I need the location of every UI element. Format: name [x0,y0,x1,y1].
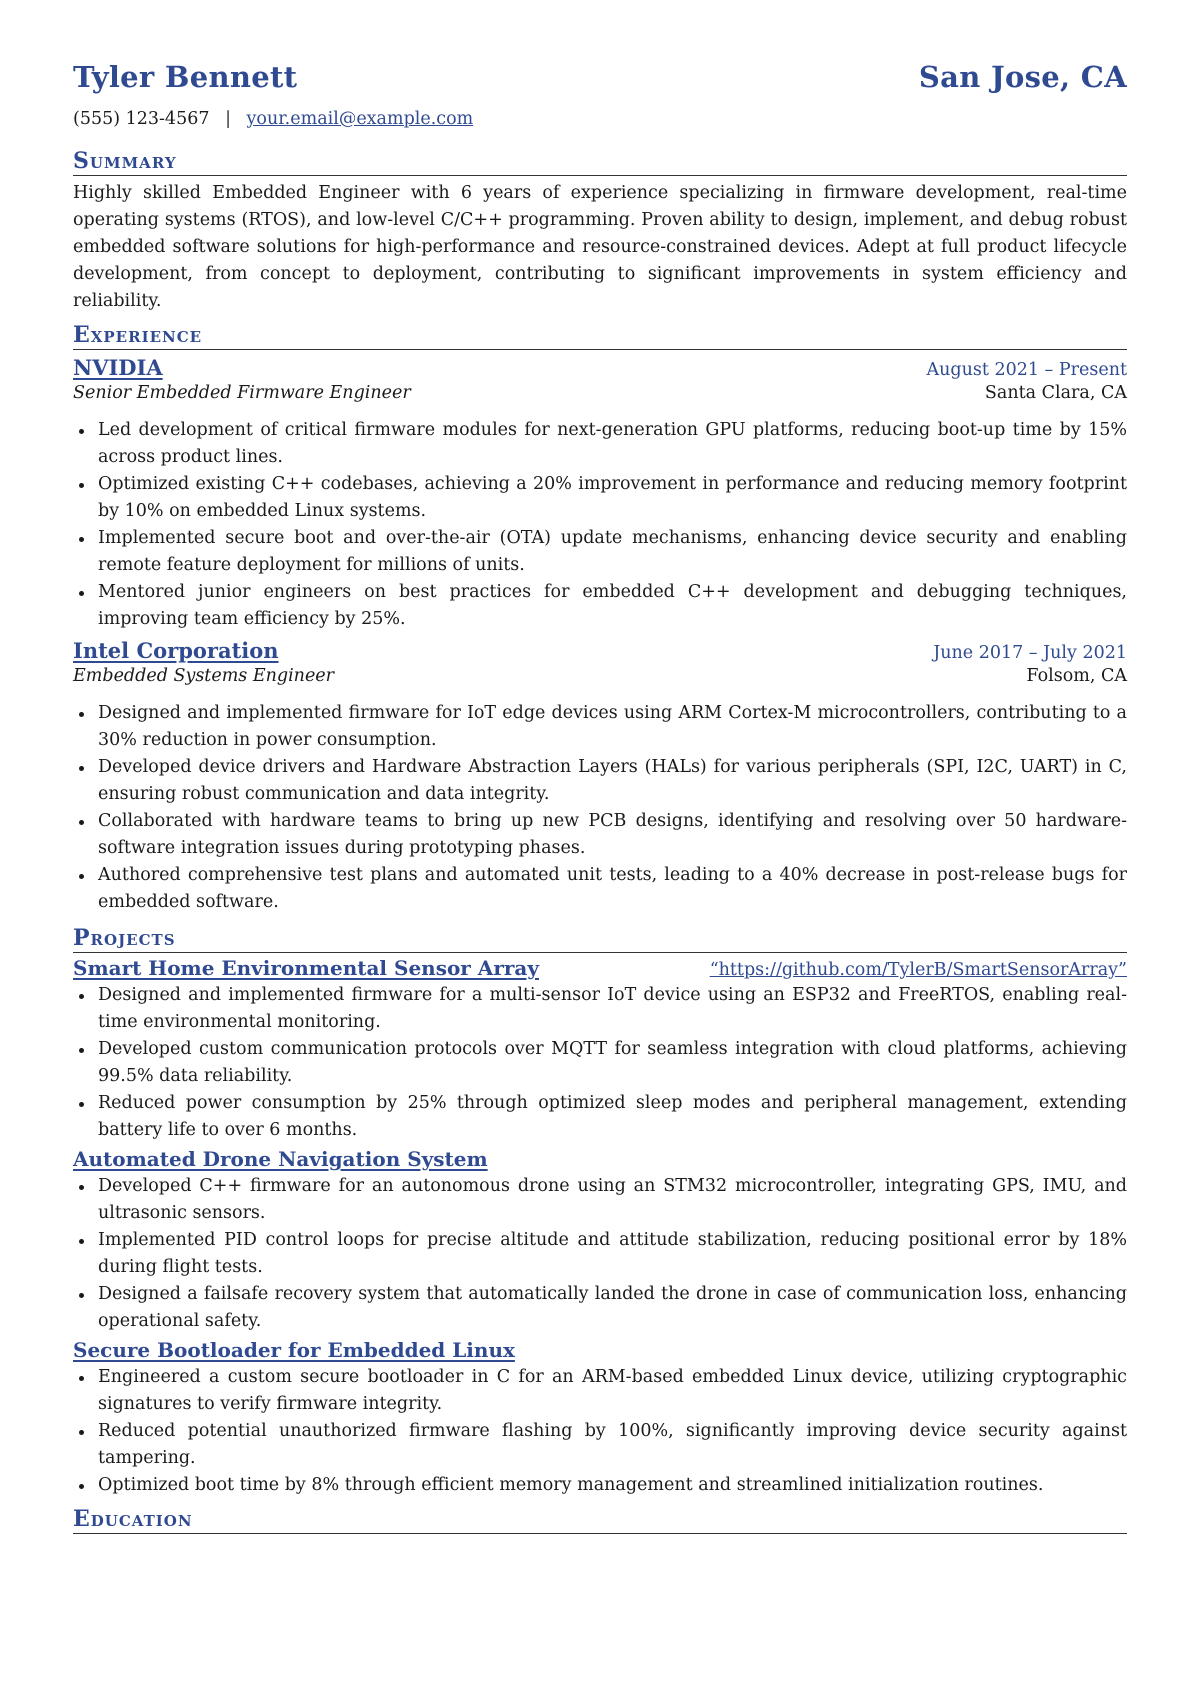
list-item: Implemented PID control loops for precise altitude and attitude stabilization, reducing positional error by 18% during flight tests. [73,1227,1127,1281]
candidate-location: San Jose, CA [918,60,1127,94]
bullet-icon [79,874,84,879]
bullet-icon [79,429,84,434]
bullet-icon [79,994,84,999]
project-entry [73,1338,1127,1499]
project-name[interactable]: Smart Home Environmental Sensor Array [73,956,539,980]
bullet-icon [79,1430,84,1435]
header [73,60,1127,106]
bullet-icon [79,1376,84,1381]
project-name[interactable]: Secure Bootloader for Embedded Linux [73,1338,515,1362]
list-item: Developed device drivers and Hardware Abstraction Layers (HALs) for various peripherals (SPI, I2C, UART) in C, ensuring robust communication and data integrity. [73,754,1127,808]
contact-line [73,109,1127,139]
bullet-icon [79,1239,84,1244]
list-item: Optimized existing C++ codebases, achieving a 20% improvement in performance and reducing memory footprint by 10% on embedded Linux systems. [73,471,1127,525]
list-item: Developed C++ firmware for an autonomous drone using an STM32 microcontroller, integrating GPS, IMU, and ultrasonic sensors. [73,1173,1127,1227]
section-title-experience: Experience [73,321,1127,350]
job-location: Santa Clara, CA [984,383,1127,403]
email-link[interactable]: your.email@example.com [246,109,474,129]
list-item: Optimized boot time by 8% through efficient memory management and streamlined initialization routines. [73,1472,1127,1499]
bullet-icon [79,537,84,542]
bullet-icon [79,1293,84,1298]
project-entry [73,1147,1127,1335]
list-item: Designed a failsafe recovery system that automatically landed the drone in case of communication loss, enhancing operational safety. [73,1281,1127,1335]
list-item: Authored comprehensive test plans and automated unit tests, leading to a 40% decrease in post-release bugs for embedded software. [73,862,1127,916]
job-bullets [73,700,1127,916]
phone: (555) 123-4567 [73,109,210,129]
experience-entry [73,638,1127,916]
section-title-education: Education [73,1505,1127,1534]
list-item: Collaborated with hardware teams to bring up new PCB designs, identifying and resolving over 50 hardware-software integration issues during prototyping phases. [73,808,1127,862]
bullet-icon [79,1484,84,1489]
project-bullets [73,982,1127,1144]
section-title-projects: Projects [73,924,1127,953]
company-name[interactable]: Intel Corporation [73,638,279,663]
bullet-icon [79,591,84,596]
project-link[interactable]: “https://github.com/TylerB/SmartSensorArray” [709,960,1127,980]
list-item: Mentored junior engineers on best practices for embedded C++ development and debugging techniques, improving team efficiency by 25%. [73,579,1127,633]
bullet-icon [79,483,84,488]
bullet-icon [79,820,84,825]
job-dates: August 2021 – Present [926,360,1127,380]
resume-page [73,60,1127,1534]
section-title-summary: Summary [73,147,1127,176]
contact-separator: | [225,109,231,129]
summary-text: Highly skilled Embedded Engineer with 6 years of experience specializing in firmware development, real-time operating systems (RTOS), and low-level C/C++ programming. Proven ability to design, implement, and debug robust embedded software solutions for high-performance and resource-constrained devices. Adept at full product lifecycle development, from concept to deployment, contributing to significant improvements in system efficiency and reliability. [73,183,1127,311]
job-location: Folsom, CA [1026,666,1127,686]
list-item: Developed custom communication protocols over MQTT for seamless integration with cloud platforms, achieving 99.5% data reliability. [73,1036,1127,1090]
job-bullets [73,417,1127,633]
bullet-icon [79,712,84,717]
bullet-icon [79,1185,84,1190]
list-item: Reduced power consumption by 25% through optimized sleep modes and peripheral management, extending battery life to over 6 months. [73,1090,1127,1144]
bullet-icon [79,1102,84,1107]
experience-entry [73,355,1127,633]
list-item: Implemented secure boot and over-the-air (OTA) update mechanisms, enhancing device security and enabling remote feature deployment for millions of units. [73,525,1127,579]
candidate-name: Tyler Bennett [73,60,298,94]
list-item: Led development of critical firmware modules for next-generation GPU platforms, reducing boot-up time by 15% across product lines. [73,417,1127,471]
list-item: Reduced potential unauthorized firmware flashing by 100%, significantly improving device security against tampering. [73,1418,1127,1472]
project-bullets [73,1364,1127,1499]
project-name[interactable]: Automated Drone Navigation System [73,1147,488,1171]
list-item: Designed and implemented firmware for IoT edge devices using ARM Cortex-M microcontrollers, contributing to a 30% reduction in power consumption. [73,700,1127,754]
job-role: Embedded Systems Engineer [73,666,335,686]
project-bullets [73,1173,1127,1335]
project-entry [73,956,1127,1144]
job-role: Senior Embedded Firmware Engineer [73,383,411,403]
bullet-icon [79,1048,84,1053]
list-item: Engineered a custom secure bootloader in C for an ARM-based embedded Linux device, utilizing cryptographic signatures to verify firmware integrity. [73,1364,1127,1418]
company-name[interactable]: NVIDIA [73,355,163,380]
job-dates: June 2017 – July 2021 [933,643,1127,663]
bullet-icon [79,766,84,771]
list-item: Designed and implemented firmware for a multi-sensor IoT device using an ESP32 and FreeRTOS, enabling real-time environmental monitoring. [73,982,1127,1036]
